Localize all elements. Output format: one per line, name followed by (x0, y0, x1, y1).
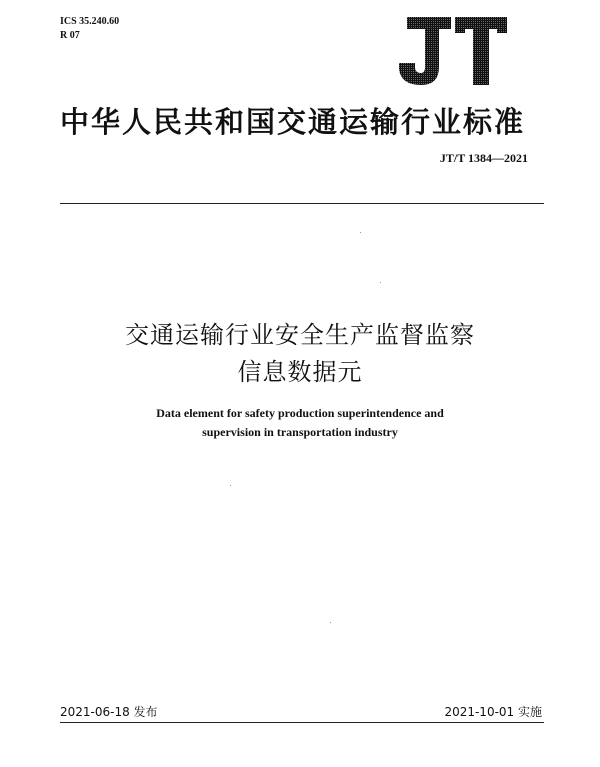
publish-date: 2021-06-18 发布 (60, 705, 158, 719)
scan-speck (360, 232, 361, 233)
footer-divider (60, 722, 544, 723)
scan-speck (380, 282, 381, 283)
standard-number: JT/T 1384—2021 (439, 151, 528, 165)
standard-title-chinese-line2: 信息数据元 (237, 358, 363, 386)
category-code: R 07 (60, 30, 80, 41)
classification-codes (60, 15, 119, 43)
standard-title-chinese-line1: 交通运输行业安全生产监督监察 (125, 321, 475, 349)
ics-code: ICS 35.240.60 (60, 16, 120, 27)
scan-speck (330, 622, 331, 623)
scan-speck (230, 485, 231, 486)
implement-date: 2021-10-01 实施 (444, 705, 542, 719)
standard-title-english-line1: Data element for safety production superintendence and (156, 406, 444, 420)
issuing-authority-title: 中华人民共和国交通运输行业标准 (60, 105, 526, 139)
standard-title-english-line2: supervision in transportation industry (202, 425, 398, 439)
jt-logo (393, 13, 511, 89)
header-divider (60, 203, 544, 204)
